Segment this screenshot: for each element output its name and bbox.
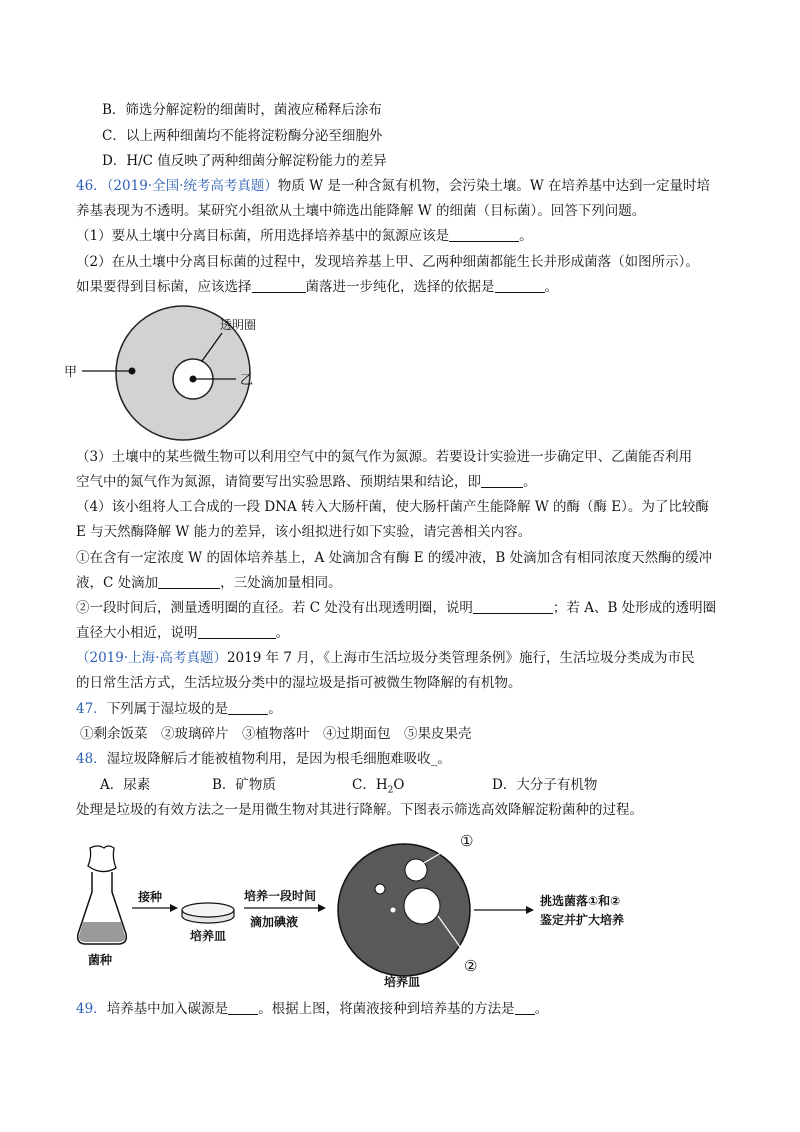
result-line-2: 鉴定并扩大培养 — [540, 913, 625, 927]
arrow-label-culture: 培养一段时间 — [244, 889, 317, 903]
petri-dish-figure — [60, 305, 300, 445]
q48-option-a: A．尿素 — [100, 777, 151, 793]
question-46-part4-line2: E 与天然酶降解 W 能力的差异，该小组拟进行如下实验，请完善相关内容。 — [76, 524, 532, 540]
answer-blank[interactable] — [495, 278, 545, 293]
shanghai-passage-line1: （2019·上海·高考真题）2019 年 7 月，《上海市生活垃圾分类管理条例》施行，生活垃圾分类成为市民 — [76, 650, 695, 666]
answer-blank[interactable] — [158, 574, 220, 589]
mark-1: ① — [460, 832, 474, 850]
answer-blank[interactable] — [228, 700, 268, 715]
label-jia: 甲 — [64, 365, 78, 380]
colony-tiny — [391, 908, 396, 913]
answer-blank[interactable] — [252, 278, 306, 293]
question-46-part4-line5: ②一段时间后，测量透明圈的直径。若 C 处没有出现透明圈，说明 ；若 A、B 处形成的透明圈 — [76, 600, 717, 616]
question-46-stem-line1: 46．（2019·全国·统考高考真题）物质 W 是一种含氮有机物，会污染土壤。W 在培养基中达到一定量时培 — [76, 178, 711, 194]
question-number: 46． — [76, 178, 107, 194]
answer-blank[interactable] — [473, 599, 553, 614]
question-49: 49．培养基中加入碳源是 。根据上图，将菌液接种到培养基的方法是 。 — [76, 1001, 549, 1017]
answer-blank[interactable] — [515, 1000, 535, 1015]
question-48: 48．湿垃圾降解后才能被植物利用，是因为根毛细胞难吸收_。 — [76, 751, 451, 767]
question-46-part3-line1: （3）土壤中的某些微生物可以利用空气中的氮气作为氮源。若要设计实验进一步确定甲、乙菌能否利用 — [76, 449, 693, 465]
q48-option-b: B．矿物质 — [212, 777, 276, 793]
large-dish-label: 培养皿 — [384, 975, 421, 988]
colony-1 — [405, 859, 427, 881]
colony-small — [375, 884, 385, 894]
label-ring: 透明圈 — [220, 318, 257, 332]
shanghai-passage-line2: 的日常生活方式，生活垃圾分类中的湿垃圾是指可被微生物降解的有机物。 — [76, 675, 522, 691]
question-47-options: ①剩余饭菜 ②玻璃碎片 ③植物落叶 ④过期面包 ⑤果皮果壳 — [80, 726, 472, 742]
petri-dish-small-icon — [182, 903, 234, 923]
answer-blank[interactable] — [481, 473, 523, 488]
question-46-part2-line1: （2）在从土壤中分离目标菌的过程中，发现培养基上甲、乙两种细菌都能生长并形成菌落（如图所示）。 — [76, 254, 699, 270]
result-line-1: 挑选菌落①和② — [540, 894, 621, 908]
question-47: 47．下列属于湿垃圾的是 。 — [76, 701, 282, 717]
question-46-part1: （1）要从土壤中分离目标菌，所用选择培养基中的氮源应该是 。 — [76, 228, 533, 244]
arrow-label-inoculate: 接种 — [138, 890, 163, 904]
question-46-part4-line3: ①在含有一定浓度 W 的固体培养基上，A 处滴加含有酶 E 的缓冲液，B 处滴加含有相同浓度天然酶的缓冲 — [76, 550, 713, 566]
figure-intro: 处理是垃圾的有效方法之一是用微生物对其进行降解。下图表示筛选高效降解淀粉菌种的过程。 — [76, 802, 643, 818]
q48-option-c: C．$H_2O$ — [352, 777, 405, 796]
question-46-part4-line6: 直径大小相近，说明 。 — [76, 625, 289, 641]
flask-label: 菌种 — [88, 953, 113, 967]
option-d: D．H/C 值反映了两种细菌分解淀粉能力的差异 — [102, 153, 387, 169]
question-source: （2019·上海·高考真题） — [76, 650, 227, 666]
screening-process-figure — [70, 826, 670, 988]
question-number: 49． — [76, 1001, 107, 1017]
answer-blank[interactable] — [449, 227, 519, 242]
question-46-stem-line2: 养基表现为不透明。某研究小组欲从土壤中筛选出能降解 W 的细菌（目标菌）。回答下列问题。 — [76, 203, 646, 219]
q48-option-d: D．大分子有机物 — [492, 777, 598, 793]
answer-blank[interactable] — [228, 1000, 258, 1015]
option-b: B．筛选分解淀粉的细菌时，菌液应稀释后涂布 — [102, 102, 382, 118]
option-c: C．以上两种细菌均不能将淀粉酶分泌至细胞外 — [102, 128, 383, 144]
question-number: 47． — [76, 701, 107, 717]
colony-2 — [404, 888, 440, 924]
arrow-label-iodine: 滴加碘液 — [250, 915, 299, 929]
question-46-part2-line2: 如果要得到目标菌，应该选择 菌落进一步纯化，选择的依据是 。 — [76, 279, 558, 295]
answer-blank[interactable] — [198, 624, 276, 639]
question-source: （2019·全国·统考高考真题） — [106, 178, 278, 194]
question-46-part4-line4: 液，C 处滴加 ，三处滴加量相同。 — [76, 575, 342, 591]
question-46-part3-line2: 空气中的氮气作为氮源，请简要写出实验思路、预期结果和结论，即 。 — [76, 474, 537, 490]
label-yi: 乙 — [240, 373, 254, 388]
small-dish-label: 培养皿 — [190, 929, 227, 943]
question-number: 48． — [76, 751, 107, 767]
question-46-part4-line1: （4）该小组将人工合成的一段 DNA 转入大肠杆菌，使大肠杆菌产生能降解 W 的酶（酶 E）。为了比较酶 — [76, 499, 709, 515]
mark-2: ② — [464, 957, 478, 975]
flask-icon — [78, 846, 127, 944]
